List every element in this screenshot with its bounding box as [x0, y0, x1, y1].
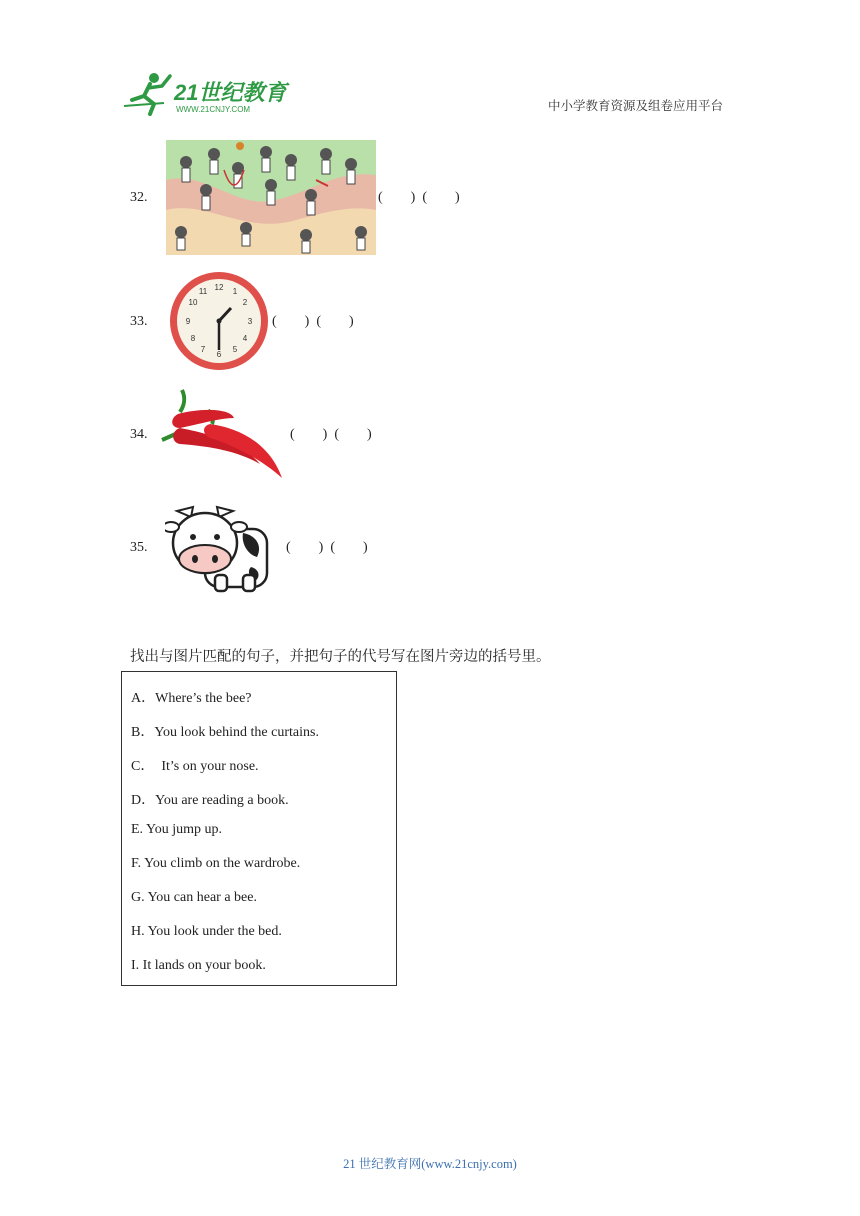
svg-text:11: 11 [198, 287, 208, 296]
option-i: I. It lands on your book. [131, 958, 266, 973]
option-d: D．You are reading a book. [131, 793, 289, 808]
children-playing-picture [166, 140, 376, 255]
logo-text: 21世纪教育 [174, 80, 287, 105]
option-b: B．You look behind the curtains. [131, 725, 319, 740]
cow-picture [165, 505, 271, 593]
option-a: A．Where’s the bee? [131, 691, 252, 706]
logo-url: WWW.21CNJY.COM [176, 105, 251, 114]
svg-text:2: 2 [242, 298, 248, 307]
svg-text:4: 4 [242, 334, 248, 343]
answer-blanks-35[interactable]: ( ) ( ) [286, 540, 368, 555]
site-logo [124, 70, 294, 116]
question-number-33: 33. [130, 314, 148, 329]
svg-text:6: 6 [216, 350, 222, 359]
option-c: C． It’s on your nose. [131, 759, 259, 774]
svg-text:5: 5 [232, 345, 238, 354]
clock-picture [167, 270, 271, 372]
option-f: F. You climb on the wardrobe. [131, 856, 301, 871]
instruction-text: 找出与图片匹配的句子，并把句子的代号写在图片旁边的括号里。 [130, 649, 551, 665]
answer-blanks-33[interactable]: ( ) ( ) [272, 314, 354, 329]
svg-text:3: 3 [247, 317, 253, 326]
options-box [121, 671, 397, 986]
svg-text:1: 1 [232, 287, 238, 296]
answer-blanks-34[interactable]: ( ) ( ) [290, 427, 372, 442]
answer-blanks-32[interactable]: ( ) ( ) [378, 190, 460, 205]
svg-text:7: 7 [200, 345, 206, 354]
svg-text:10: 10 [188, 298, 198, 307]
option-g: G. You can hear a bee. [131, 890, 257, 905]
option-e: E. You jump up. [131, 822, 223, 837]
chili-peppers-picture [160, 388, 284, 478]
question-number-35: 35. [130, 540, 148, 555]
svg-text:8: 8 [190, 334, 196, 343]
svg-text:12: 12 [214, 283, 224, 292]
header-tagline: 中小学教育资源及组卷应用平台 [548, 99, 724, 113]
footer-link[interactable]: 21 世纪教育网(www.21cnjy.com) [343, 1157, 517, 1171]
question-number-32: 32. [130, 190, 148, 205]
question-number-34: 34. [130, 427, 148, 442]
svg-text:9: 9 [185, 317, 191, 326]
option-h: H. You look under the bed. [131, 924, 282, 939]
